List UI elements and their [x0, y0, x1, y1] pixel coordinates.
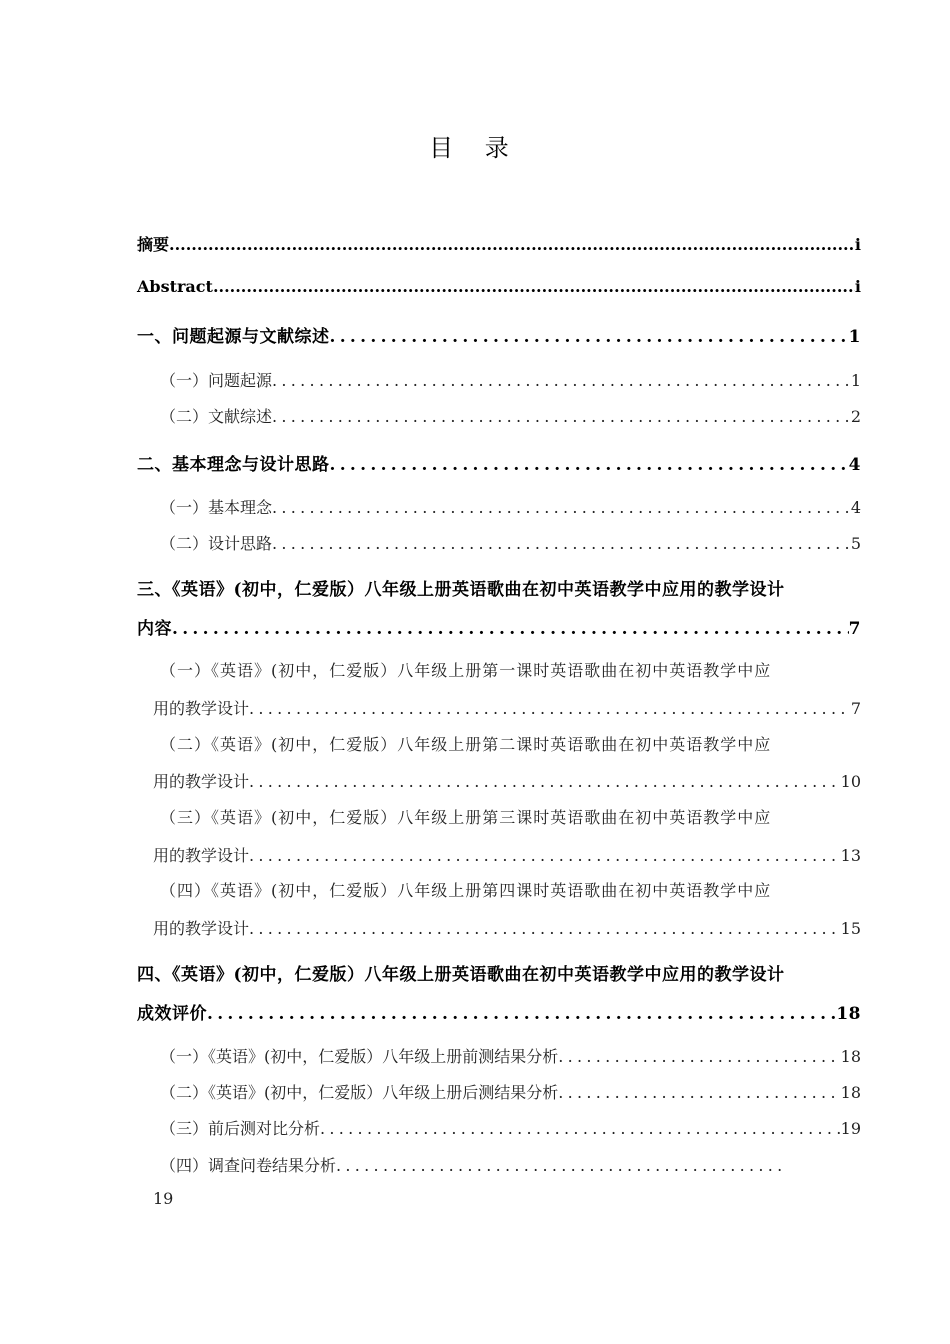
toc-label: Abstract	[137, 277, 213, 296]
toc-entry-abstract-cn[interactable]	[137, 232, 861, 255]
toc-entry-4-1[interactable]	[160, 1044, 861, 1067]
toc-entry-3-1-line1[interactable]: （一）《英语》(初中，仁爱版）八年级上册第一课时英语歌曲在初中英语教学中应	[160, 661, 772, 680]
toc-page-number: 5	[850, 534, 861, 553]
toc-leader	[320, 1119, 841, 1138]
toc-leader	[330, 327, 849, 347]
toc-leader	[172, 619, 849, 639]
toc-page-number: 19	[840, 1119, 861, 1138]
toc-entry-3-4[interactable]	[153, 916, 861, 939]
toc-entry-2-2[interactable]	[160, 531, 861, 554]
toc-leader	[272, 534, 851, 553]
toc-page-number: 4	[850, 498, 861, 517]
toc-entry-3-4-line1[interactable]: （四）《英语》(初中，仁爱版）八年级上册第四课时英语歌曲在初中英语教学中应	[160, 881, 772, 900]
toc-leader	[272, 371, 851, 390]
toc-label: 成效评价	[137, 1004, 207, 1024]
toc-leader	[249, 919, 841, 938]
toc-page-number: 19	[153, 1189, 174, 1208]
toc-leader	[558, 1083, 840, 1102]
toc-entry-3-2[interactable]	[153, 769, 861, 792]
toc-page-number: 10	[840, 772, 861, 791]
toc-entry-4-3[interactable]	[160, 1116, 861, 1139]
toc-entry-1-2[interactable]	[160, 404, 861, 427]
toc-leader	[330, 455, 849, 475]
toc-label: 用的教学设计	[153, 699, 250, 718]
toc-label: （二）文献综述	[160, 407, 273, 426]
toc-page-number: 2	[850, 407, 861, 426]
toc-leader	[213, 277, 855, 296]
toc-leader	[249, 699, 851, 718]
toc-label: 一、问题起源与文献综述	[137, 327, 330, 347]
toc-page-number: 7	[848, 619, 861, 639]
toc-label: 二、基本理念与设计思路	[137, 455, 330, 475]
toc-entry-3-1[interactable]	[153, 696, 861, 719]
toc-entry-1-1[interactable]	[160, 368, 861, 391]
toc-entry-4-2[interactable]	[160, 1080, 861, 1103]
toc-entry-3-2-line1[interactable]: （二）《英语》(初中，仁爱版）八年级上册第二课时英语歌曲在初中英语教学中应	[160, 735, 772, 754]
toc-label: （一）基本理念	[160, 498, 273, 517]
toc-entry-chapter-4-line1[interactable]: 四、《英语》(初中，仁爱版）八年级上册英语歌曲在初中英语教学中应用的教学设计	[137, 965, 785, 985]
toc-entry-3-3[interactable]	[153, 843, 861, 866]
toc-label: （一）问题起源	[160, 371, 273, 390]
toc-label: （三）前后测对比分析	[160, 1119, 321, 1138]
toc-label: 内容	[137, 619, 172, 639]
toc-entry-chapter-2[interactable]	[137, 450, 861, 475]
toc-label: 用的教学设计	[153, 772, 250, 791]
toc-page-number: i	[854, 277, 861, 296]
toc-entry-2-1[interactable]	[160, 495, 861, 518]
toc-entry-3-3-line1[interactable]: （三）《英语》(初中，仁爱版）八年级上册第三课时英语歌曲在初中英语教学中应	[160, 808, 772, 827]
toc-entry-abstract-en[interactable]	[137, 277, 861, 296]
toc-label: 用的教学设计	[153, 846, 250, 865]
toc-page-number: 7	[850, 699, 861, 718]
toc-leader	[249, 846, 841, 865]
toc-leader	[272, 407, 851, 426]
page-title: 目 录	[429, 134, 521, 162]
toc-leader	[249, 772, 841, 791]
toc-page-number: 18	[836, 1004, 861, 1024]
toc-page-number: 18	[840, 1047, 861, 1066]
toc-entry-4-4[interactable]	[160, 1153, 787, 1176]
toc-leader: ................................................	[336, 1156, 787, 1175]
toc-entry-chapter-4[interactable]	[137, 999, 861, 1024]
toc-entry-chapter-3[interactable]	[137, 614, 861, 639]
toc-label: 摘要	[137, 235, 170, 254]
toc-label: （二）《英语》(初中，仁爱版）八年级上册后测结果分析	[160, 1083, 559, 1102]
toc-leader	[207, 1004, 836, 1024]
toc-label: （四）调查问卷结果分析	[160, 1156, 337, 1175]
toc-page-number: 15	[840, 919, 861, 938]
toc-label: （一）《英语》(初中，仁爱版）八年级上册前测结果分析	[160, 1047, 559, 1066]
toc-page-number: 4	[848, 455, 861, 475]
toc-page-number: 1	[850, 371, 861, 390]
toc-page-number: 1	[848, 327, 861, 347]
toc-label: （二）设计思路	[160, 534, 273, 553]
toc-leader	[558, 1047, 840, 1066]
toc-entry-chapter-1[interactable]	[137, 322, 861, 347]
toc-leader	[272, 498, 851, 517]
toc-entry-chapter-3-line1[interactable]: 三、《英语》(初中，仁爱版）八年级上册英语歌曲在初中英语教学中应用的教学设计	[137, 580, 785, 600]
toc-label: 用的教学设计	[153, 919, 250, 938]
toc-page-number: 18	[840, 1083, 861, 1102]
toc-page-number: i	[854, 235, 861, 254]
toc-page-number: 13	[840, 846, 861, 865]
toc-leader	[169, 235, 855, 254]
